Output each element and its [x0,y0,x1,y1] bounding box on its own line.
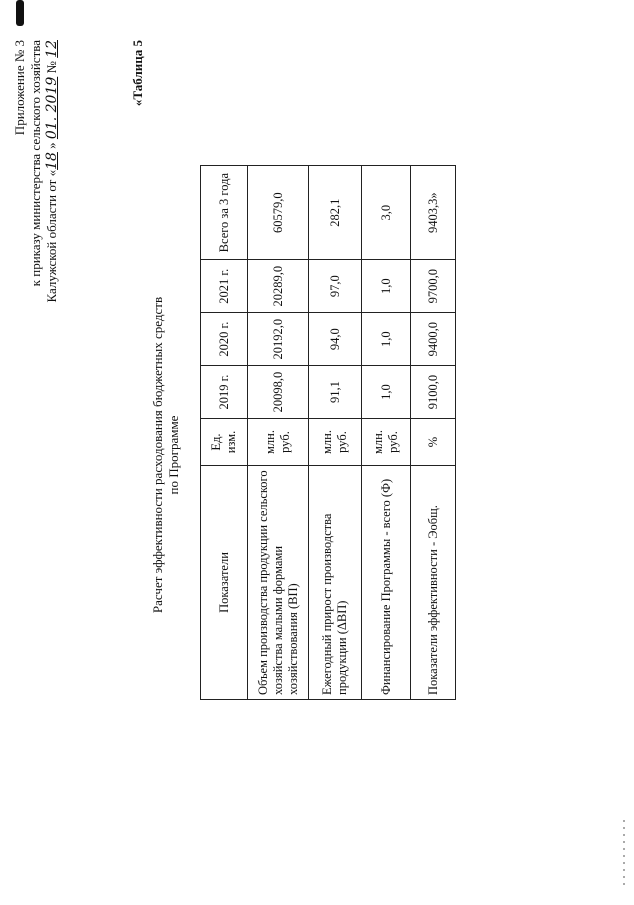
indicator-cell: Показатели эффективности - Эобщ. [411,466,456,700]
appendix-header [12,40,60,302]
efficiency-table [200,165,456,700]
header-2019: 2019 г. [201,366,248,419]
header-indicators: Показатели [201,466,248,700]
value-cell: 20098,0 [248,366,309,419]
unit-cell: млн. руб. [248,419,309,466]
unit-cell: млн. руб. [309,419,362,466]
unit-cell: % [411,419,456,466]
value-cell: 97,0 [309,260,362,313]
order-reference: к приказу министерства сельского хозяйства [28,40,43,287]
header-unit: Ед. изм. [201,419,248,466]
table-row [248,166,309,700]
value-cell: 1,0 [362,260,411,313]
table-label: «Таблица 5 [130,40,145,107]
total-cell: 3,0 [362,166,411,260]
indicator-cell: Объем производства продукции сельского хозяйства малыми формами хозяйствования (ВП) [248,466,309,700]
value-cell: 20289,0 [248,260,309,313]
value-cell: 94,0 [309,313,362,366]
value-cell: 9100,0 [411,366,456,419]
value-cell: 9700,0 [411,260,456,313]
indicator-cell: Финансирование Программы - всего (Ф) [362,466,411,700]
table-row [362,166,411,700]
handwritten-month-year: 01. 2019 [44,76,60,140]
value-cell: 1,0 [362,313,411,366]
handwritten-order-number: 12 [44,40,60,58]
value-cell: 9400,0 [411,313,456,366]
total-cell: 282,1 [309,166,362,260]
header-total: Всего за 3 года [201,166,248,260]
table-header-row [201,166,248,700]
appendix-number: Приложение № 3 [12,40,27,136]
indicator-cell: Ежегодный прирост производства продукции (ΔВП) [309,466,362,700]
total-cell: 60579,0 [248,166,309,260]
order-date-line: Калужской области от «18 » 01. 2019 № 12 [44,40,60,303]
table-row [309,166,362,700]
unit-cell: млн. руб. [362,419,411,466]
document-title: Расчет эффективности расходования бюджетных средств по Программе [150,296,181,614]
value-cell: 1,0 [362,366,411,419]
value-cell: 20192,0 [248,313,309,366]
table-row [411,166,456,700]
header-2020: 2020 г. [201,313,248,366]
value-cell: 91,1 [309,366,362,419]
handwritten-day: 18 [44,152,60,170]
scan-artifact-mark [16,0,24,26]
total-cell: 9403,3» [411,166,456,260]
scan-edge-speckles [620,25,628,885]
header-2021: 2021 г. [201,260,248,313]
